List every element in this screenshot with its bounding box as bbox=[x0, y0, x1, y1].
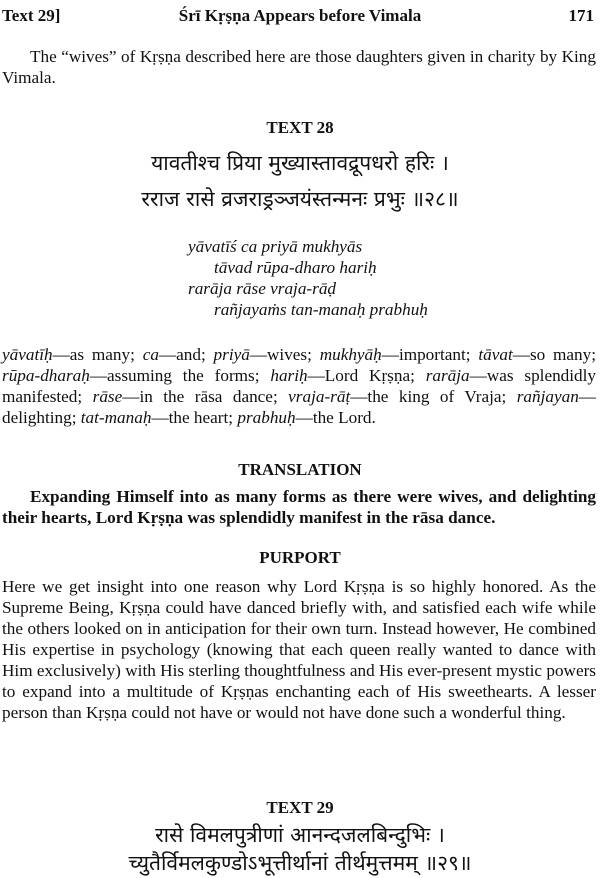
translation-heading: TRANSLATION bbox=[238, 460, 362, 479]
synonym-term: priyā bbox=[213, 345, 250, 364]
synonym-meaning: the king of Vraja bbox=[367, 387, 502, 406]
purport-heading: PURPORT bbox=[259, 548, 341, 567]
synonym-term: rāse bbox=[92, 387, 123, 406]
synonym-meaning: assuming the forms bbox=[107, 366, 255, 385]
synonym-term: tāvat bbox=[478, 345, 513, 364]
synonym-meaning: the Lord bbox=[312, 408, 372, 427]
header-title: Śrī Kṛṣṇa Appears before Vimala bbox=[178, 6, 422, 25]
text-28-devanagari-line-2: रराज रासे व्रजराड्रञ्जयंस्तन्मनः प्रभुः ॥२८॥ bbox=[141, 187, 459, 211]
purport-text: Here we get insight into one reason why Lord Kṛṣṇa is so highly honored. As the Supreme Being, Kṛṣṇa could have danced briefly with, and satisfied each wife while the others looked on in anticipation for their own turn. Instead however, He combined His expertise in psychology (knowing that each queen really wanted to dance with Him exclusively) with His sterling thoughtfulness and His ever-present mystic powers to expand into a multitude of Kṛṣṇas enchanting each of His sweethearts. A lesser person than Kṛṣṇa could not have or would not have done such a wonderful thing. bbox=[2, 577, 596, 722]
text-29-devanagari-line-2: च्युतैर्विमलकुण्डोऽभूत्तीर्थानां तीर्थमुत्तमम् ॥२९॥ bbox=[128, 851, 472, 875]
translation-text: Expanding Himself into as many forms as there were wives, and delighting their hearts, Lord Kṛṣṇa was splendidly manifest in the rāsa dance. bbox=[2, 487, 596, 527]
synonym-meaning: as many bbox=[69, 345, 131, 364]
synonym-meaning: delighting bbox=[2, 408, 72, 427]
transliteration-line: rañjayaṁs tan-manaḥ prabhuḥ bbox=[214, 300, 428, 319]
synonym-meaning: important bbox=[398, 345, 466, 364]
synonym-term: rañjayan bbox=[516, 387, 579, 406]
synonym-meaning: was splendidly manifested bbox=[2, 366, 597, 406]
header-text-ref: Text 29] bbox=[2, 6, 61, 25]
text-29-devanagari-line-1: रासे विमलपुत्रीणां आनन्दजलबिन्दुभिः । bbox=[155, 823, 445, 847]
intro-paragraph: The “wives” of Kṛṣṇa described here are those daughters given in charity by King Vimala. bbox=[2, 47, 596, 87]
synonym-term: tat-manaḥ bbox=[80, 408, 152, 427]
synonym-term: ca bbox=[142, 345, 159, 364]
text-28-transliteration bbox=[188, 236, 428, 320]
synonym-meaning: wives bbox=[267, 345, 308, 364]
synonym-meaning: and bbox=[176, 345, 201, 364]
synonym-term: rūpa-dharaḥ bbox=[2, 366, 90, 385]
transliteration-line: tāvad rūpa-dharo hariḥ bbox=[214, 258, 377, 277]
transliteration-line: yāvatīś ca priyā mukhyās bbox=[188, 237, 363, 256]
synonym-meaning: Lord Kṛṣṇa bbox=[324, 366, 411, 385]
text-28-devanagari-line-1: यावतीश्च प्रिया मुख्यास्तावद्रूपधरो हरिः । bbox=[151, 151, 449, 175]
synonym-term: mukhyāḥ bbox=[319, 345, 382, 364]
text-29-heading: TEXT 29 bbox=[266, 798, 334, 817]
synonym-term: vraja-rāṭ bbox=[288, 387, 351, 406]
transliteration-line: rarāja rāse vraja-rāḍ bbox=[188, 279, 337, 298]
page-number: 171 bbox=[568, 6, 594, 25]
text-28-heading: TEXT 28 bbox=[266, 118, 334, 137]
synonym-meaning: the heart bbox=[168, 408, 229, 427]
synonym-term: yāvatīḥ bbox=[2, 345, 53, 364]
running-header bbox=[2, 6, 598, 30]
synonym-term: hariḥ bbox=[270, 366, 308, 385]
synonym-meaning: so many bbox=[529, 345, 592, 364]
synonym-term: rarāja bbox=[425, 366, 470, 385]
synonym-meaning: in the rāsa dance bbox=[139, 387, 273, 406]
text-28-synonyms: yāvatīḥ—as many; ca—and; priyā—wives; mukhyāḥ—important; tāvat—so many; rūpa-dharaḥ—assuming the forms; hariḥ—Lord Kṛṣṇa; rarāja—was splendidly manifested; rāse—in the rāsa dance; vraja-rāṭ—the king of Vraja; rañjayan—delighting; tat-manaḥ—the heart; prabhuḥ—the Lord. bbox=[2, 345, 597, 427]
synonym-term: prabhuḥ bbox=[237, 408, 296, 427]
